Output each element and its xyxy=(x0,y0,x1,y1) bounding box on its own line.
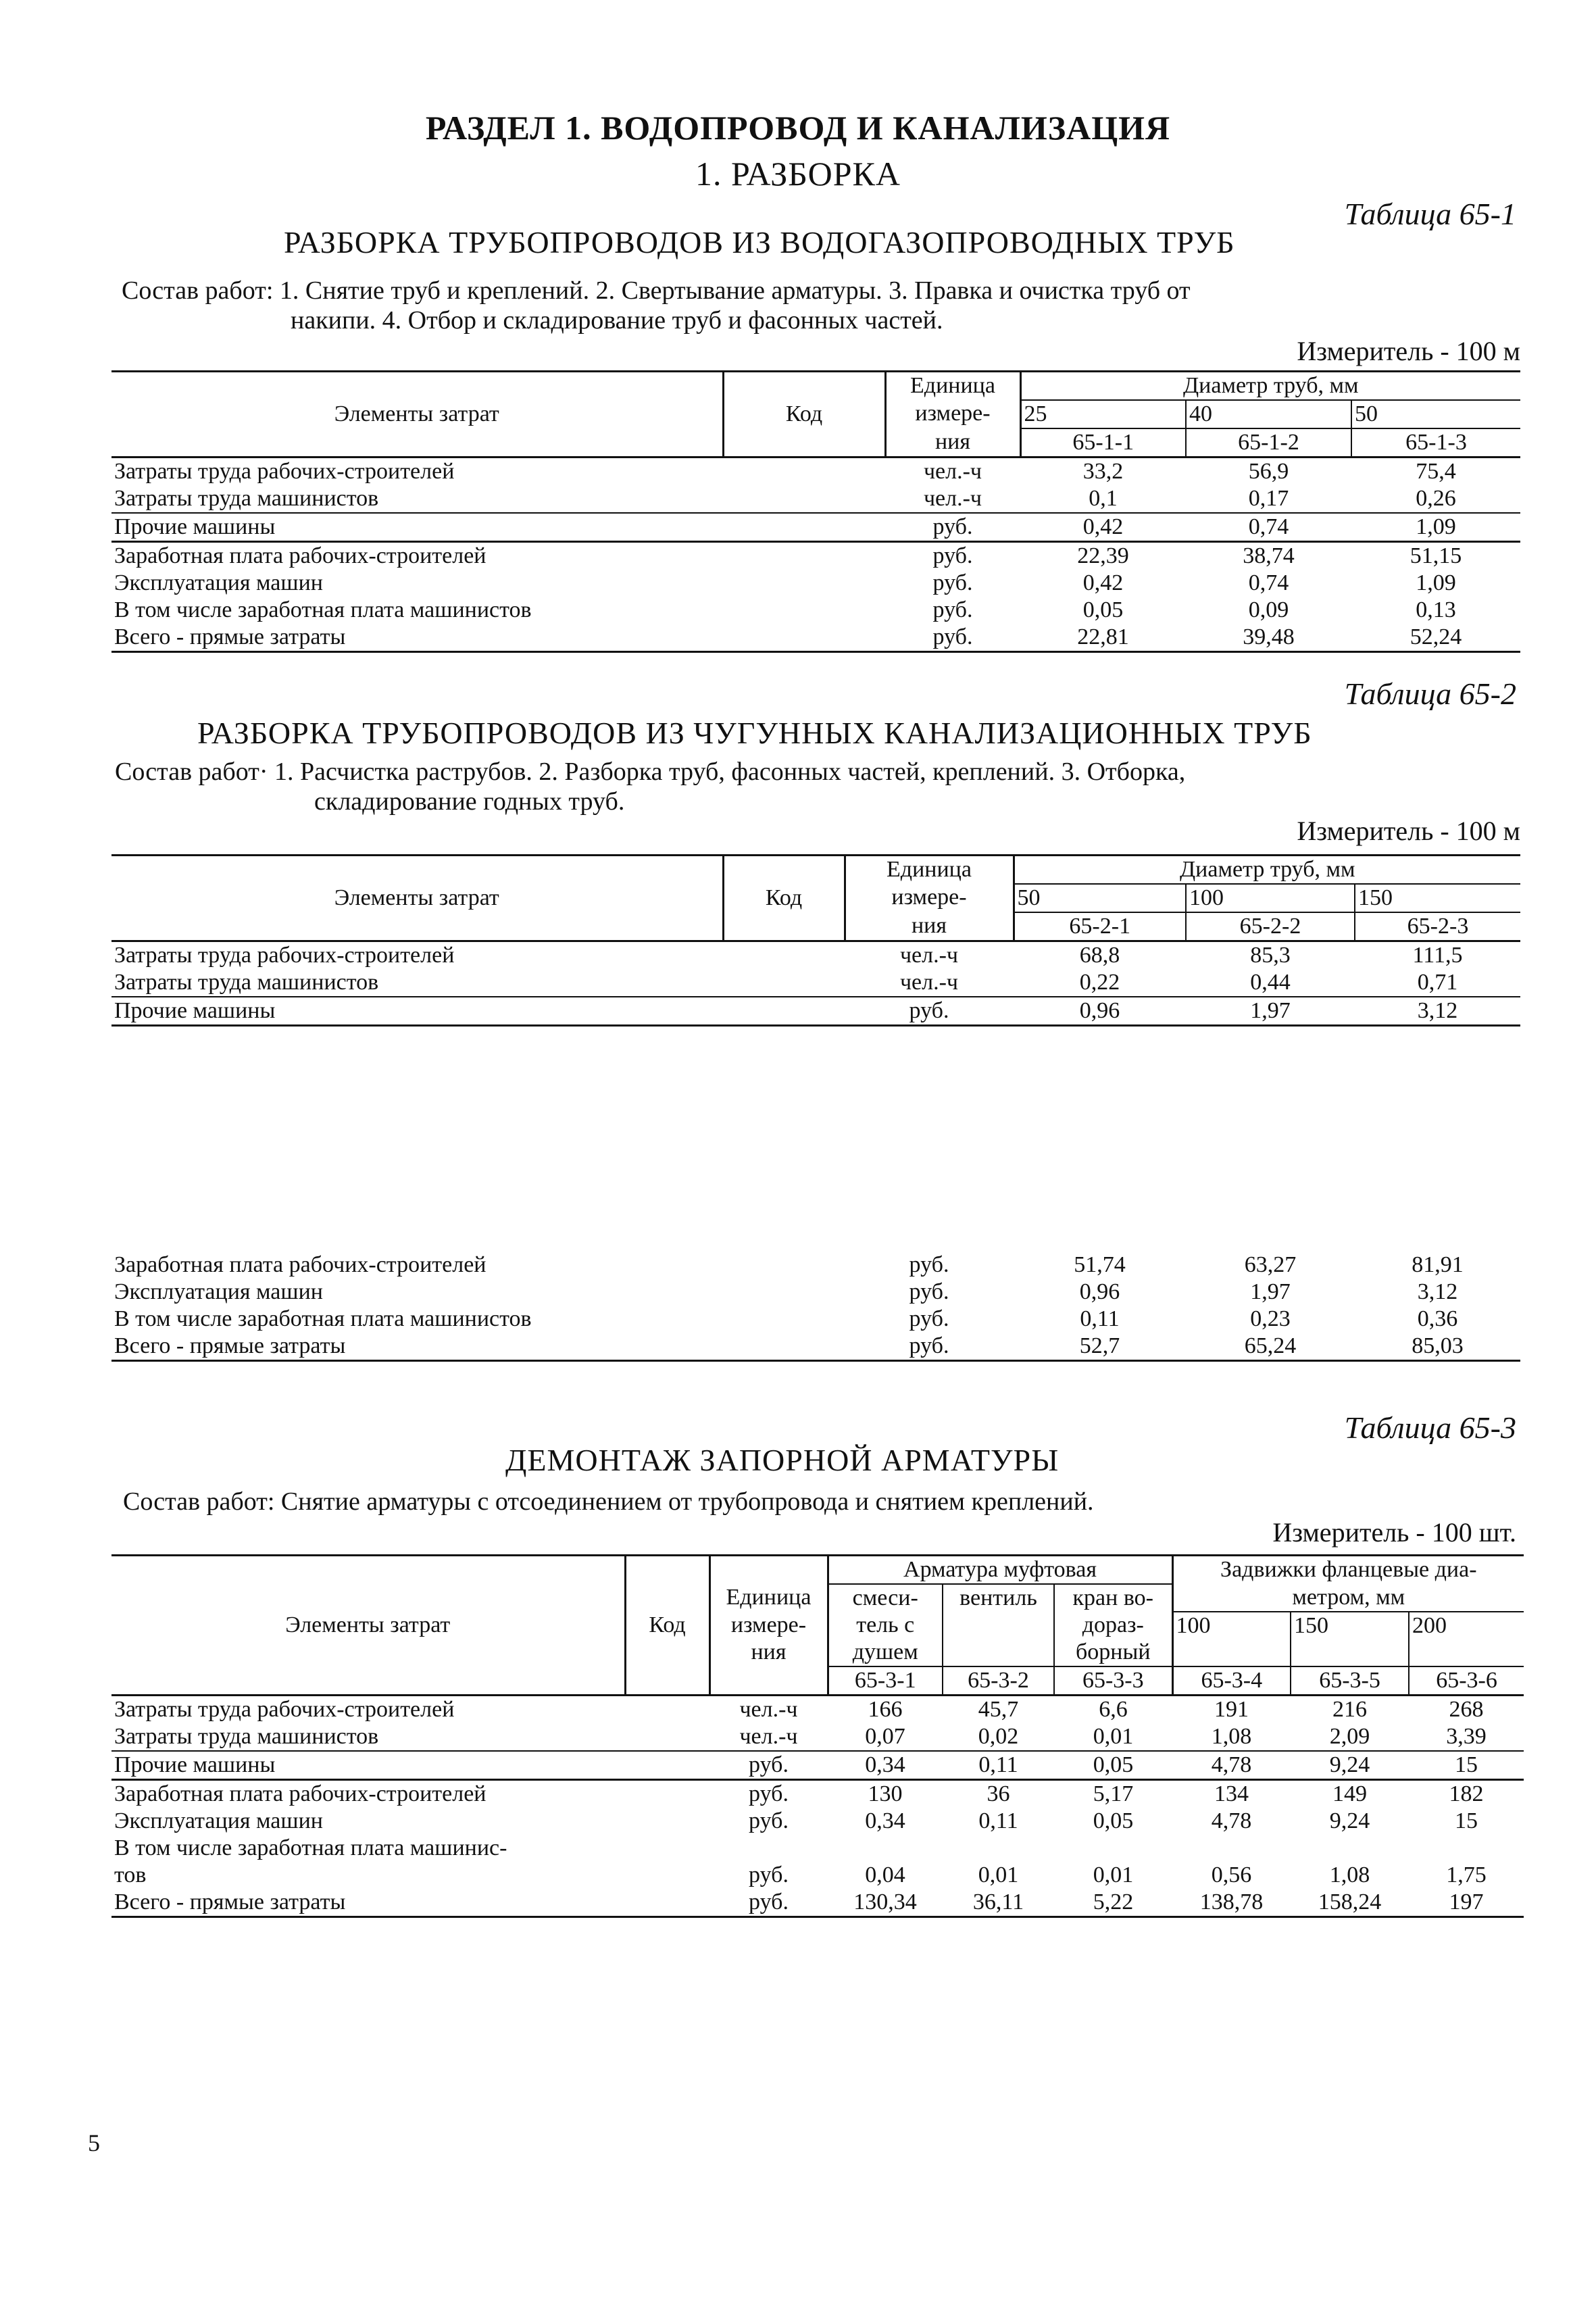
table-row xyxy=(111,1252,1520,1279)
cell-value: 0,34 xyxy=(865,1808,905,1833)
cell-value: 0,71 xyxy=(1355,969,1520,997)
row-unit: чел.-ч xyxy=(885,485,1020,513)
header-elements: Элементы затрат xyxy=(111,372,723,458)
table-number-65-3: Таблица 65-3 xyxy=(1344,1410,1516,1445)
cell-value: 65,24 xyxy=(1186,1333,1355,1361)
cell-value: 0,36 xyxy=(1417,1306,1458,1331)
cell-value: 4,78 xyxy=(1211,1808,1252,1833)
row-unit: чел.-ч xyxy=(899,943,959,968)
row-unit: чел.-ч xyxy=(923,459,982,484)
row-label: Затраты труда машинистов xyxy=(111,485,723,513)
row-unit: руб. xyxy=(932,543,973,568)
cell-value: 0,13 xyxy=(1416,597,1456,622)
row-label: Затраты труда машинистов xyxy=(111,1723,625,1751)
table-title-65-3: ДЕМОНТАЖ ЗАПОРНОЙ АРМАТУРЫ xyxy=(505,1443,1059,1477)
cell-value: 1,08 xyxy=(1172,1723,1291,1751)
cell-value: 0,02 xyxy=(943,1723,1054,1751)
row-unit: руб. xyxy=(749,1808,789,1833)
cell-value: 9,24 xyxy=(1329,1808,1370,1833)
row-label: Заработная плата рабочих-строителей xyxy=(114,1252,487,1277)
row-label: Затраты труда рабочих-строителей xyxy=(114,1697,455,1722)
cell-value: 0,17 xyxy=(1186,485,1351,513)
header-code-col: 65-3-2 xyxy=(943,1666,1054,1696)
cell-value: 1,75 xyxy=(1446,1862,1487,1887)
cell-value: 3,39 xyxy=(1409,1723,1524,1751)
cell-value: 3,12 xyxy=(1417,1279,1458,1304)
header-valve: вентиль xyxy=(943,1584,1054,1666)
cell-value: 216 xyxy=(1332,1697,1368,1722)
cell-value: 0,01 xyxy=(978,1862,1019,1887)
cell-value: 4,78 xyxy=(1172,1751,1291,1780)
cell-value: 1,97 xyxy=(1186,997,1355,1026)
header-code-col: 65-1-3 xyxy=(1351,428,1520,458)
table-65-1 xyxy=(111,370,1520,653)
cell-value: 0,44 xyxy=(1186,969,1355,997)
header-diameter-group: Диаметр труб, мм xyxy=(1020,372,1520,401)
table-row xyxy=(111,458,1520,486)
row-label: Прочие машины xyxy=(111,1751,625,1780)
header-faucet-2: дораз- xyxy=(1054,1612,1172,1639)
cell-value: 0,22 xyxy=(1014,969,1186,997)
row-label: Эксплуатация машин xyxy=(114,1808,323,1833)
table-title-65-2: РАЗБОРКА ТРУБОПРОВОДОВ ИЗ ЧУГУННЫХ КАНАЛИЗАЦИОННЫХ ТРУБ xyxy=(197,716,1312,750)
header-diameter: 100 xyxy=(1186,884,1355,912)
header-elements: Элементы затрат xyxy=(111,1556,625,1696)
header-diameter: 25 xyxy=(1020,400,1186,428)
table-row xyxy=(111,969,1520,997)
cell-value: 130 xyxy=(868,1781,903,1806)
cell-value: 52,24 xyxy=(1351,624,1520,652)
row-label: Всего - прямые затраты xyxy=(111,624,723,652)
header-unit-3: ния xyxy=(845,912,1014,941)
header-unit-3: ния xyxy=(885,428,1020,458)
cell-value: 68,8 xyxy=(1079,943,1120,968)
header-unit-2: измере- xyxy=(885,400,1020,428)
cell-value: 1,09 xyxy=(1351,513,1520,542)
cell-value: 36,11 xyxy=(943,1889,1054,1917)
cell-value: 0,56 xyxy=(1211,1862,1252,1887)
row-label: Прочие машины xyxy=(111,513,723,542)
table-row xyxy=(111,997,1520,1026)
row-label: Заработная плата рабочих-строителей xyxy=(114,1781,487,1806)
table-row xyxy=(111,1889,1524,1917)
cell-value: 15 xyxy=(1455,1808,1478,1833)
row-unit: руб. xyxy=(885,624,1020,652)
row-unit: чел.-ч xyxy=(845,969,1014,997)
cell-value: 134 xyxy=(1214,1781,1249,1806)
header-code-col: 65-3-4 xyxy=(1172,1666,1291,1696)
cell-value: 0,01 xyxy=(1054,1723,1172,1751)
header-mixer-2: тель с xyxy=(828,1612,943,1639)
table-65-2-continued xyxy=(111,1252,1520,1362)
row-label: Заработная плата рабочих-строителей xyxy=(114,543,487,568)
cell-value: 33,2 xyxy=(1082,459,1124,484)
cell-value: 5,22 xyxy=(1054,1889,1172,1917)
cell-value: 0,74 xyxy=(1186,513,1351,542)
cell-value: 52,7 xyxy=(1014,1333,1186,1361)
composition-65-1-line2: накипи. 4. Отбор и складирование труб и фасонных частей. xyxy=(291,306,943,335)
row-unit: руб. xyxy=(909,1279,949,1304)
table-row xyxy=(111,1723,1524,1751)
cell-value: 75,4 xyxy=(1416,459,1456,484)
header-diameter: 200 xyxy=(1409,1612,1524,1666)
table-number-65-2: Таблица 65-2 xyxy=(1344,676,1516,711)
cell-value: 9,24 xyxy=(1291,1751,1409,1780)
cell-value: 0,07 xyxy=(828,1723,943,1751)
header-code: Код xyxy=(723,372,885,458)
table-row xyxy=(111,485,1520,513)
cell-value: 1,09 xyxy=(1416,570,1456,595)
cell-value: 0,74 xyxy=(1248,570,1289,595)
table-number-65-1: Таблица 65-1 xyxy=(1344,197,1516,231)
measure-65-3: Измеритель - 100 шт. xyxy=(1272,1517,1516,1548)
cell-value: 0,05 xyxy=(1093,1808,1134,1833)
cell-value: 0,11 xyxy=(943,1751,1054,1780)
header-unit: Единица xyxy=(709,1584,828,1612)
cell-value: 0,05 xyxy=(1082,597,1124,622)
header-code-col: 65-3-6 xyxy=(1409,1666,1524,1696)
cell-value: 85,3 xyxy=(1250,943,1291,968)
cell-value: 0,34 xyxy=(828,1751,943,1780)
cell-value: 191 xyxy=(1214,1697,1249,1722)
page-number: 5 xyxy=(88,2129,100,2156)
header-diameter: 40 xyxy=(1186,400,1351,428)
table-row xyxy=(111,542,1520,570)
cell-value: 1,97 xyxy=(1250,1279,1291,1304)
header-unit: Единица xyxy=(845,856,1014,885)
cell-value: 158,24 xyxy=(1291,1889,1409,1917)
row-unit: чел.-ч xyxy=(739,1697,798,1722)
table-row xyxy=(111,513,1520,542)
table-row xyxy=(111,1306,1520,1333)
row-label: В том числе заработная плата машинис- xyxy=(114,1835,507,1860)
header-unit-2: измере- xyxy=(709,1612,828,1639)
cell-value: 6,6 xyxy=(1099,1697,1128,1722)
row-label-continued: тов xyxy=(114,1862,147,1887)
row-label: Затраты труда машинистов xyxy=(111,969,723,997)
row-unit: руб. xyxy=(709,1889,828,1917)
cell-value: 0,09 xyxy=(1248,597,1289,622)
header-faucet-3: борный xyxy=(1054,1639,1172,1666)
header-mixer-3: душем xyxy=(828,1639,943,1666)
row-label: В том числе заработная плата машинистов xyxy=(114,597,532,622)
header-group-coupling: Арматура муфтовая xyxy=(828,1556,1172,1585)
cell-value: 0,26 xyxy=(1351,485,1520,513)
cell-value: 81,91 xyxy=(1412,1252,1464,1277)
header-diameter: 50 xyxy=(1014,884,1186,912)
table-row xyxy=(111,941,1520,970)
row-label: В том числе заработная плата машинистов xyxy=(114,1306,532,1331)
cell-value: 130,34 xyxy=(828,1889,943,1917)
table-row xyxy=(111,1696,1524,1724)
table-row xyxy=(111,1862,1524,1889)
cell-value: 197 xyxy=(1409,1889,1524,1917)
cell-value: 0,04 xyxy=(865,1862,905,1887)
header-code-col: 65-3-5 xyxy=(1291,1666,1409,1696)
header-code-col: 65-2-1 xyxy=(1014,912,1186,941)
cell-value: 85,03 xyxy=(1355,1333,1520,1361)
row-unit: руб. xyxy=(932,570,973,595)
cell-value: 0,96 xyxy=(1079,1279,1120,1304)
row-unit: руб. xyxy=(909,1306,949,1331)
row-unit: руб. xyxy=(749,1862,789,1887)
row-unit: руб. xyxy=(845,1333,1014,1361)
table-row xyxy=(111,1780,1524,1808)
cell-value: 5,17 xyxy=(1093,1781,1134,1806)
header-code-col: 65-2-3 xyxy=(1355,912,1520,941)
cell-value: 22,81 xyxy=(1020,624,1186,652)
subsection-title: 1. РАЗБОРКА xyxy=(695,155,901,193)
table-row xyxy=(111,570,1520,597)
header-diameter: 100 xyxy=(1172,1612,1291,1666)
section-title: РАЗДЕЛ 1. ВОДОПРОВОД И КАНАЛИЗАЦИЯ xyxy=(425,109,1171,147)
composition-65-1-line1: Состав работ: 1. Снятие труб и креплений. 2. Свертывание арматуры. 3. Правка и очистка труб от xyxy=(122,276,1191,305)
cell-value: 182 xyxy=(1449,1781,1484,1806)
table-row xyxy=(111,597,1520,624)
table-65-3 xyxy=(111,1554,1524,1918)
cell-value: 1,08 xyxy=(1329,1862,1370,1887)
header-diameter: 50 xyxy=(1351,400,1520,428)
row-unit: руб. xyxy=(845,997,1014,1026)
cell-value: 0,42 xyxy=(1020,513,1186,542)
cell-value: 0,42 xyxy=(1082,570,1124,595)
header-code-col: 65-2-2 xyxy=(1186,912,1355,941)
table-row xyxy=(111,1835,1524,1862)
cell-value: 63,27 xyxy=(1244,1252,1297,1277)
header-diameter: 150 xyxy=(1355,884,1520,912)
row-unit: руб. xyxy=(749,1781,789,1806)
cell-value: 138,78 xyxy=(1172,1889,1291,1917)
header-mixer: смеси- xyxy=(828,1584,943,1612)
row-unit: руб. xyxy=(885,513,1020,542)
cell-value: 0,05 xyxy=(1054,1751,1172,1780)
row-label: Затраты труда рабочих-строителей xyxy=(114,943,455,968)
header-code-col: 65-3-3 xyxy=(1054,1666,1172,1696)
cell-value: 0,11 xyxy=(978,1808,1018,1833)
composition-65-2-line2: складирование годных труб. xyxy=(314,787,625,816)
row-label: Затраты труда рабочих-строителей xyxy=(114,459,455,484)
header-code-col: 65-3-1 xyxy=(828,1666,943,1696)
composition-65-2-line1: Состав работ· 1. Расчистка раструбов. 2. Разборка труб, фасонных частей, креплений. 3. Отборка, xyxy=(115,758,1186,786)
table-row xyxy=(111,1751,1524,1780)
cell-value: 111,5 xyxy=(1412,943,1463,968)
composition-65-3: Состав работ: Снятие арматуры с отсоединением от трубопровода и снятием креплений. xyxy=(123,1487,1094,1516)
header-diameter: 150 xyxy=(1291,1612,1409,1666)
header-group-flanged-2: метром, мм xyxy=(1172,1584,1524,1612)
header-unit-3: ния xyxy=(709,1639,828,1666)
cell-value: 56,9 xyxy=(1248,459,1289,484)
header-code-col: 65-1-1 xyxy=(1020,428,1186,458)
cell-value: 36 xyxy=(987,1781,1010,1806)
cell-value: 0,96 xyxy=(1014,997,1186,1026)
cell-value: 39,48 xyxy=(1186,624,1351,652)
cell-value: 166 xyxy=(868,1697,903,1722)
row-unit: чел.-ч xyxy=(709,1723,828,1751)
measure-65-2: Измеритель - 100 м xyxy=(1297,816,1520,846)
header-faucet: кран во- xyxy=(1054,1584,1172,1612)
cell-value: 15 xyxy=(1409,1751,1524,1780)
row-label: Всего - прямые затраты xyxy=(111,1889,625,1917)
row-label: Эксплуатация машин xyxy=(114,570,323,595)
header-code: Код xyxy=(723,856,845,941)
header-elements: Элементы затрат xyxy=(111,856,723,941)
row-label: Всего - прямые затраты xyxy=(111,1333,723,1361)
table-65-2 xyxy=(111,854,1520,1027)
header-code: Код xyxy=(625,1556,709,1696)
row-unit: руб. xyxy=(909,1252,949,1277)
cell-value: 268 xyxy=(1449,1697,1484,1722)
header-unit-2: измере- xyxy=(845,884,1014,912)
table-row xyxy=(111,1808,1524,1835)
cell-value: 51,15 xyxy=(1410,543,1462,568)
row-label: Прочие машины xyxy=(111,997,723,1026)
cell-value: 3,12 xyxy=(1355,997,1520,1026)
cell-value: 0,11 xyxy=(1080,1306,1120,1331)
cell-value: 0,01 xyxy=(1093,1862,1134,1887)
cell-value: 0,1 xyxy=(1020,485,1186,513)
header-diameter-group: Диаметр труб, мм xyxy=(1014,856,1520,885)
row-unit: руб. xyxy=(932,597,973,622)
table-title-65-1: РАЗБОРКА ТРУБОПРОВОДОВ ИЗ ВОДОГАЗОПРОВОДНЫХ ТРУБ xyxy=(284,225,1235,259)
row-unit: руб. xyxy=(709,1751,828,1780)
row-label: Эксплуатация машин xyxy=(114,1279,323,1304)
measure-65-1: Измеритель - 100 м xyxy=(1297,336,1520,366)
header-code-col: 65-1-2 xyxy=(1186,428,1351,458)
cell-value: 2,09 xyxy=(1291,1723,1409,1751)
cell-value: 51,74 xyxy=(1074,1252,1126,1277)
cell-value: 149 xyxy=(1332,1781,1368,1806)
table-row xyxy=(111,624,1520,652)
cell-value: 0,23 xyxy=(1250,1306,1291,1331)
cell-value: 38,74 xyxy=(1243,543,1295,568)
cell-value: 45,7 xyxy=(978,1697,1019,1722)
cell-value: 22,39 xyxy=(1077,543,1129,568)
table-row xyxy=(111,1333,1520,1361)
table-row xyxy=(111,1279,1520,1306)
header-unit: Единица xyxy=(885,372,1020,401)
header-group-flanged: Задвижки фланцевые диа- xyxy=(1172,1556,1524,1585)
